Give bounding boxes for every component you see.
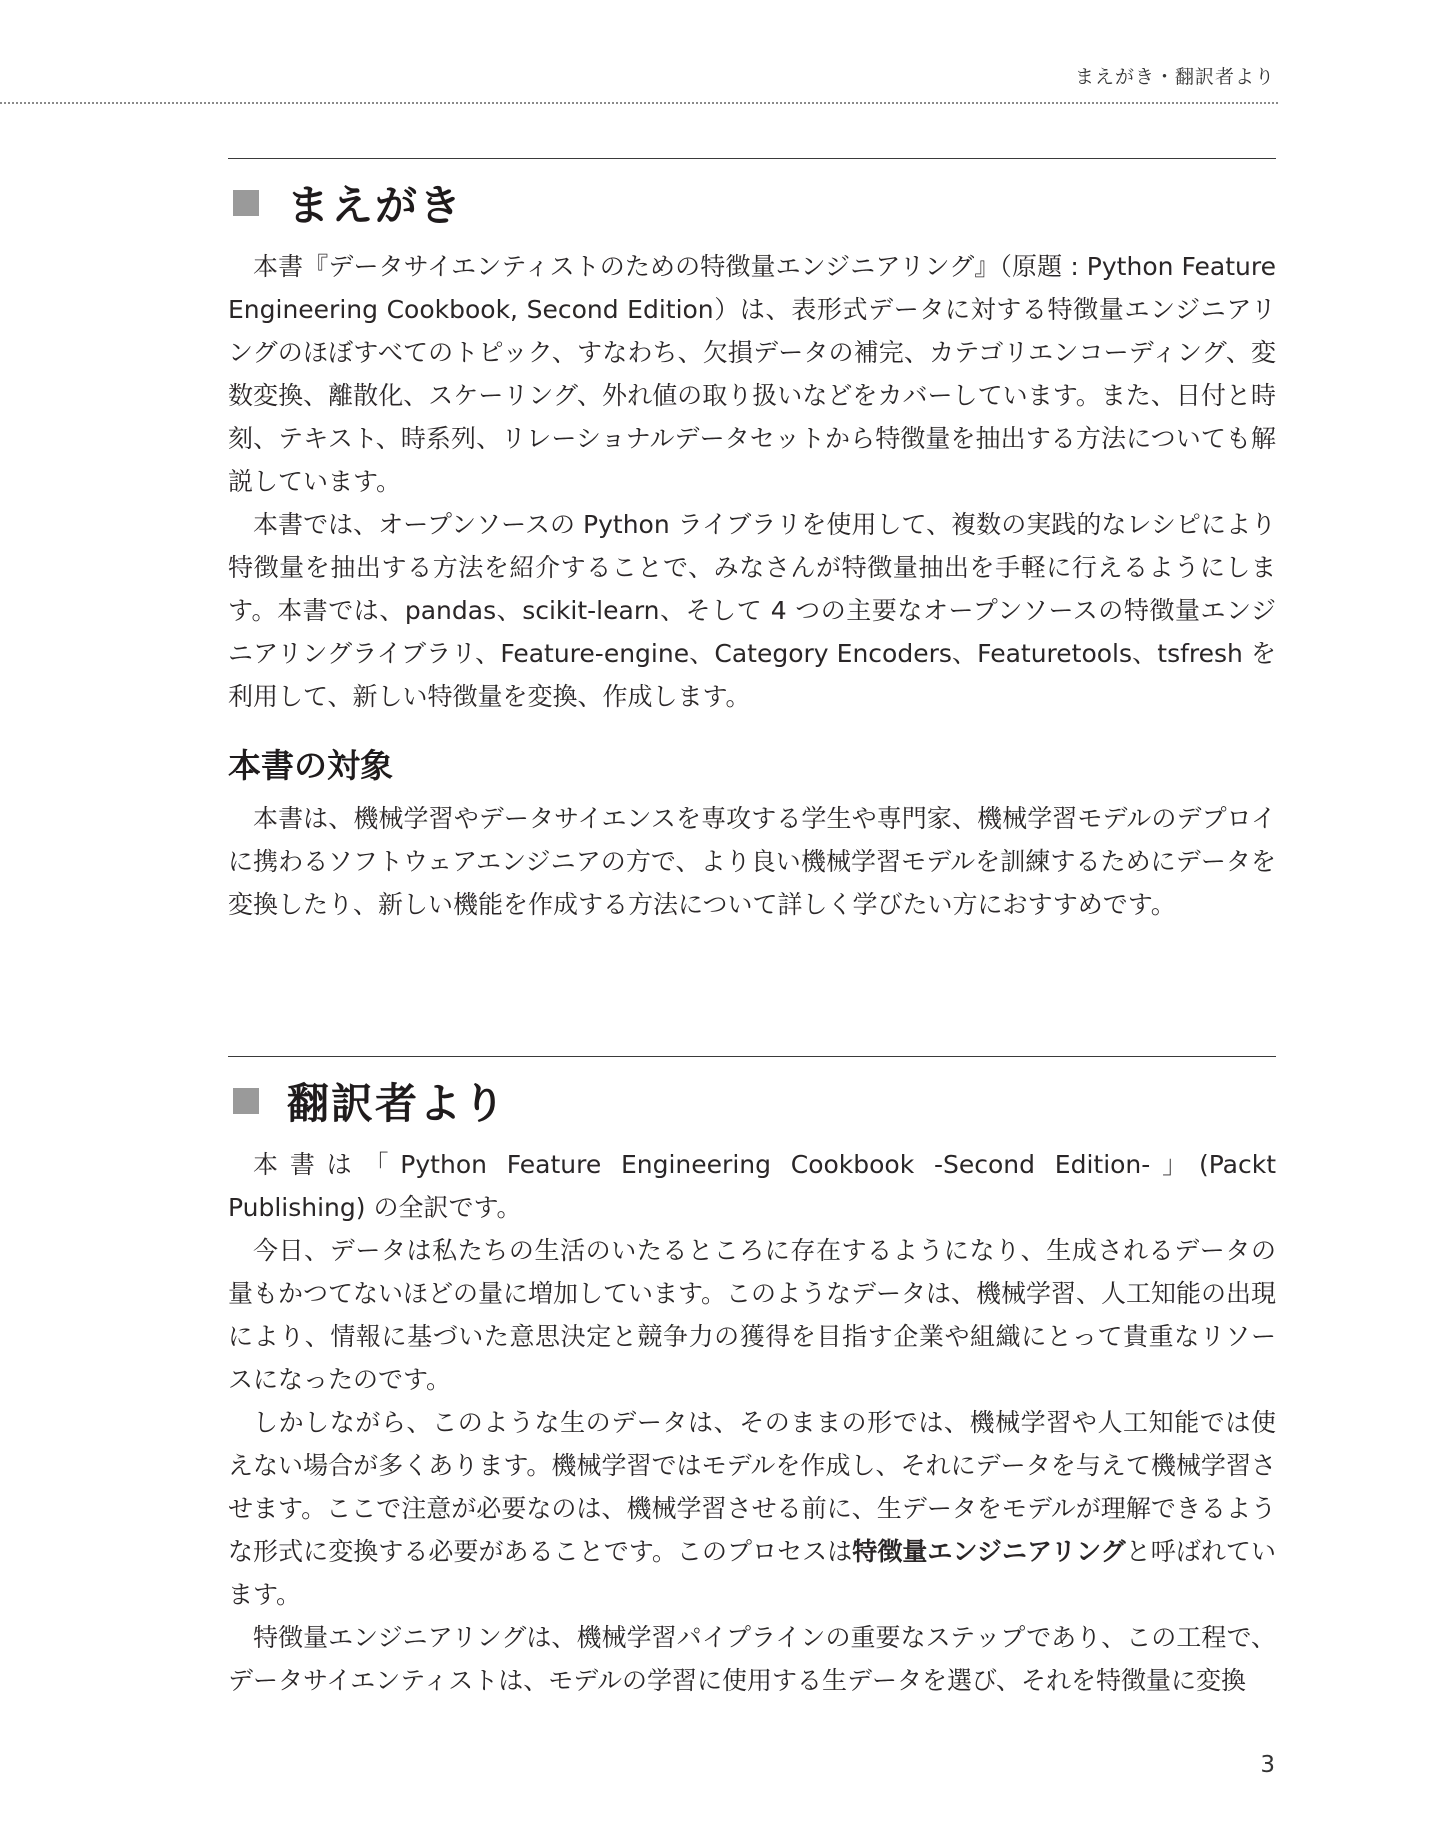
paragraph: 本書は「Python Feature Engineering Cookbook -Second Edition-」(Packt Publishing) の全訳です。 (228, 1150, 1276, 1222)
paragraph: 本書では、オープンソースの Python ライブラリを使用して、複数の実践的なレシピにより特徴量を抽出する方法を紹介することで、みなさんが特徴量抽出を手軽に行えるようにします。本書では、pandas、scikit-learn、そして 4 つの主要なオープンソースの特徴量エンジニアリングライブラリ、Feature-engine、Category Encoders、Featuretools、tsfresh を利用して、新しい特徴量を変換、作成します。 (228, 510, 1276, 711)
page-number: 3 (1260, 1752, 1275, 1778)
emphasized-term: 特徴量エンジニアリング (852, 1537, 1126, 1566)
translator-section (228, 1056, 1276, 1702)
section-title-text: まえがき (287, 181, 464, 230)
section-rule (228, 158, 1276, 159)
paragraph: 本書は、機械学習やデータサイエンスを専攻する学生や専門家、機械学習モデルのデプロイに携わるソフトウェアエンジニアの方で、より良い機械学習モデルを訓練するためにデータを変換したり、新しい機能を作成する方法について詳しく学びたい方におすすめです。 (228, 804, 1276, 919)
preface-body (228, 245, 1276, 926)
square-bullet-icon (233, 190, 259, 216)
paragraph: 今日、データは私たちの生活のいたるところに存在するようになり、生成されるデータの量もかつてないほどの量に増加しています。このようなデータは、機械学習、人工知能の出現により、情報に基づいた意思決定と競争力の獲得を目指す企業や組織にとって貴重なリソースになったのです。 (228, 1236, 1277, 1394)
running-head: まえがき・翻訳者より (1074, 66, 1275, 88)
audience-heading: 本書の対象 (228, 746, 393, 785)
section-rule (228, 1056, 1276, 1057)
section-title (228, 175, 1276, 231)
preface-section (228, 158, 1276, 926)
paragraph: 特徴量エンジニアリングは、機械学習パイプラインの重要なステップであり、この工程で、データサイエンティストは、モデルの学習に使用する生データを選び、それを特徴量に変換 (228, 1623, 1276, 1695)
paragraph-text: と呼ばれています。 (228, 1537, 1276, 1609)
translator-body (228, 1143, 1276, 1702)
section-title (228, 1073, 1276, 1129)
square-bullet-icon (233, 1088, 259, 1114)
section-title-text: 翻訳者より (287, 1079, 508, 1128)
paragraph-text: しかしながら、このような生のデータは、そのままの形では、機械学習や人工知能では使えない場合が多くあります。機械学習ではモデルを作成し、それにデータを与えて機械学習させます。ここで注意が必要なのは、機械学習させる前に、生データをモデルが理解できるような形式に変換する必要があることです。このプロセスは (228, 1408, 1276, 1566)
header-dotted-rule (0, 102, 1278, 104)
paragraph: 本書『データサイエンティストのための特徴量エンジニアリング』（原題 : Python Feature Engineering Cookbook, Second Edition）は、表形式データに対する特徴量エンジニアリングのほぼすべてのトピック、すなわち、欠損データの補完、カテゴリエンコーディング、変数変換、離散化、スケーリング、外れ値の取り扱いなどをカバーしています。また、日付と時刻、テキスト、時系列、リレーショナルデータセットから特徴量を抽出する方法についても解説しています。 (228, 252, 1276, 496)
paragraph (228, 1401, 1276, 1616)
